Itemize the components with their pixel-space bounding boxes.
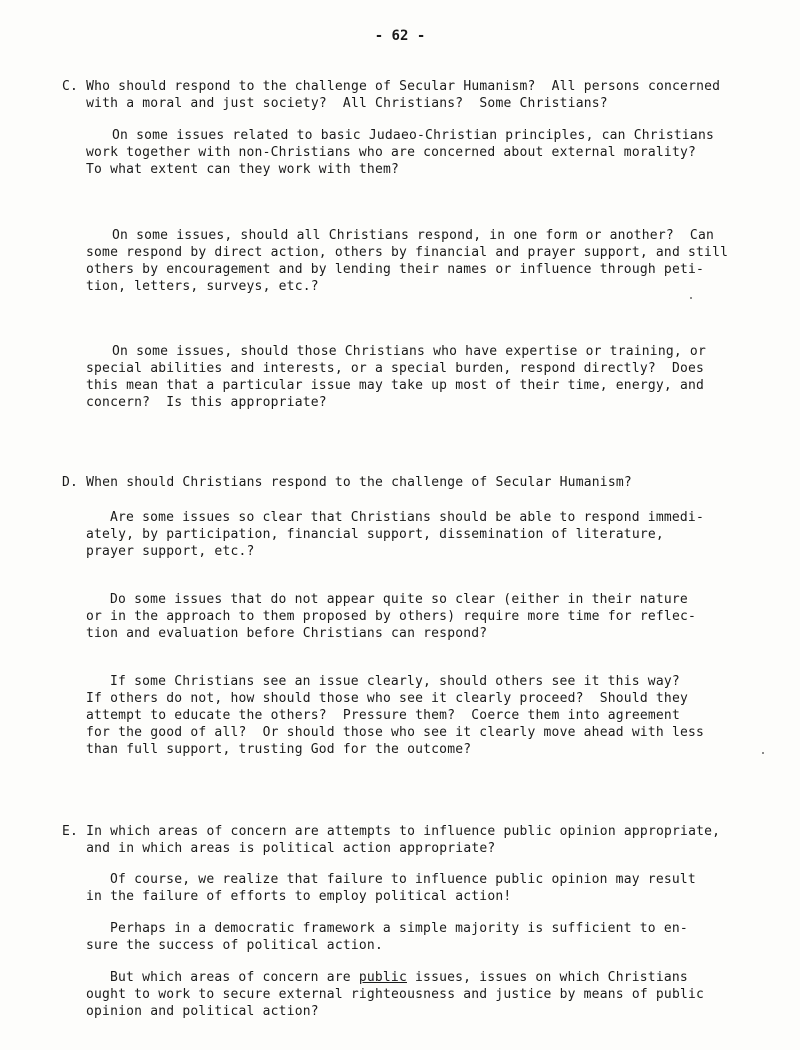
text-line: concern? Is this appropriate?	[86, 395, 327, 410]
text-line: Of course, we realize that failure to influence public opinion may result	[110, 872, 696, 887]
heading-line: E. In which areas of concern are attempts to influence public opinion appropriate,	[62, 824, 721, 839]
text-line: If others do not, how should those who see it clearly proceed? Should they	[86, 691, 688, 706]
text-line: tion, letters, surveys, etc.?	[86, 279, 319, 294]
text-line: Are some issues so clear that Christians should be able to respond immedi-	[110, 510, 704, 525]
text-segment: But which areas of concern are	[110, 970, 359, 985]
text-line: for the good of all? Or should those who see it clearly move ahead with less	[86, 725, 705, 740]
text-line: tion and evaluation before Christians can respond?	[86, 626, 488, 641]
text-line: special abilities and interests, or a special burden, respond directly? Does	[86, 361, 705, 376]
text-segment: issues, issues on which Christians	[407, 970, 688, 985]
text-line: If some Christians see an issue clearly, should others see it this way?	[110, 674, 680, 689]
heading-line: with a moral and just society? All Christians? Some Christians?	[62, 96, 608, 111]
scan-speck	[762, 752, 764, 754]
section-e-paragraph-1	[86, 871, 696, 905]
heading-line: and in which areas is political action appropriate?	[62, 841, 496, 856]
underlined-word: public	[358, 970, 407, 985]
section-e-paragraph-2	[86, 920, 688, 954]
text-line: work together with non-Christians who are concerned about external morality?	[86, 145, 697, 160]
section-d-heading	[62, 474, 632, 491]
text-line: in the failure of efforts to employ political action!	[86, 889, 512, 904]
section-d-paragraph-3	[86, 673, 704, 758]
section-e-paragraph-3	[86, 969, 704, 1020]
heading-line: C. Who should respond to the challenge of Secular Humanism? All persons concerned	[62, 79, 721, 94]
text-line: To what extent can they work with them?	[86, 162, 400, 177]
text-line	[110, 969, 704, 986]
text-line: On some issues, should all Christians respond, in one form or another? Can	[112, 228, 714, 243]
text-line: attempt to educate the others? Pressure them? Coerce them into agreement	[86, 708, 680, 723]
section-c-paragraph-3	[86, 343, 706, 411]
text-line: Do some issues that do not appear quite so clear (either in their nature	[110, 592, 688, 607]
text-line: ought to work to secure external righteousness and justice by means of public	[86, 987, 705, 1002]
text-line: others by encouragement and by lending their names or influence through peti-	[86, 262, 705, 277]
text-line: or in the approach to them proposed by others) require more time for reflec-	[86, 609, 697, 624]
section-c-paragraph-2	[86, 227, 728, 295]
text-line: On some issues related to basic Judaeo-Christian principles, can Christians	[112, 128, 714, 143]
text-line: prayer support, etc.?	[86, 544, 255, 559]
section-c-heading	[62, 78, 720, 112]
section-e-heading	[62, 823, 720, 857]
text-line: opinion and political action?	[86, 1004, 319, 1019]
section-d-paragraph-2	[86, 591, 696, 642]
text-line: On some issues, should those Christians who have expertise or training, or	[112, 344, 706, 359]
text-line: ately, by participation, financial support, dissemination of literature,	[86, 527, 664, 542]
text-line: sure the success of political action.	[86, 938, 383, 953]
section-d-paragraph-1	[86, 509, 704, 560]
page-number: - 62 -	[374, 28, 426, 44]
text-line: some respond by direct action, others by financial and prayer support, and still	[86, 245, 729, 260]
text-line: than full support, trusting God for the outcome?	[86, 742, 472, 757]
text-line: this mean that a particular issue may take up most of their time, energy, and	[86, 378, 705, 393]
heading-line: D. When should Christians respond to the challenge of Secular Humanism?	[62, 475, 632, 490]
text-line: Perhaps in a democratic framework a simple majority is sufficient to en-	[110, 921, 688, 936]
scan-speck	[690, 297, 692, 299]
section-c-paragraph-1	[86, 127, 714, 178]
